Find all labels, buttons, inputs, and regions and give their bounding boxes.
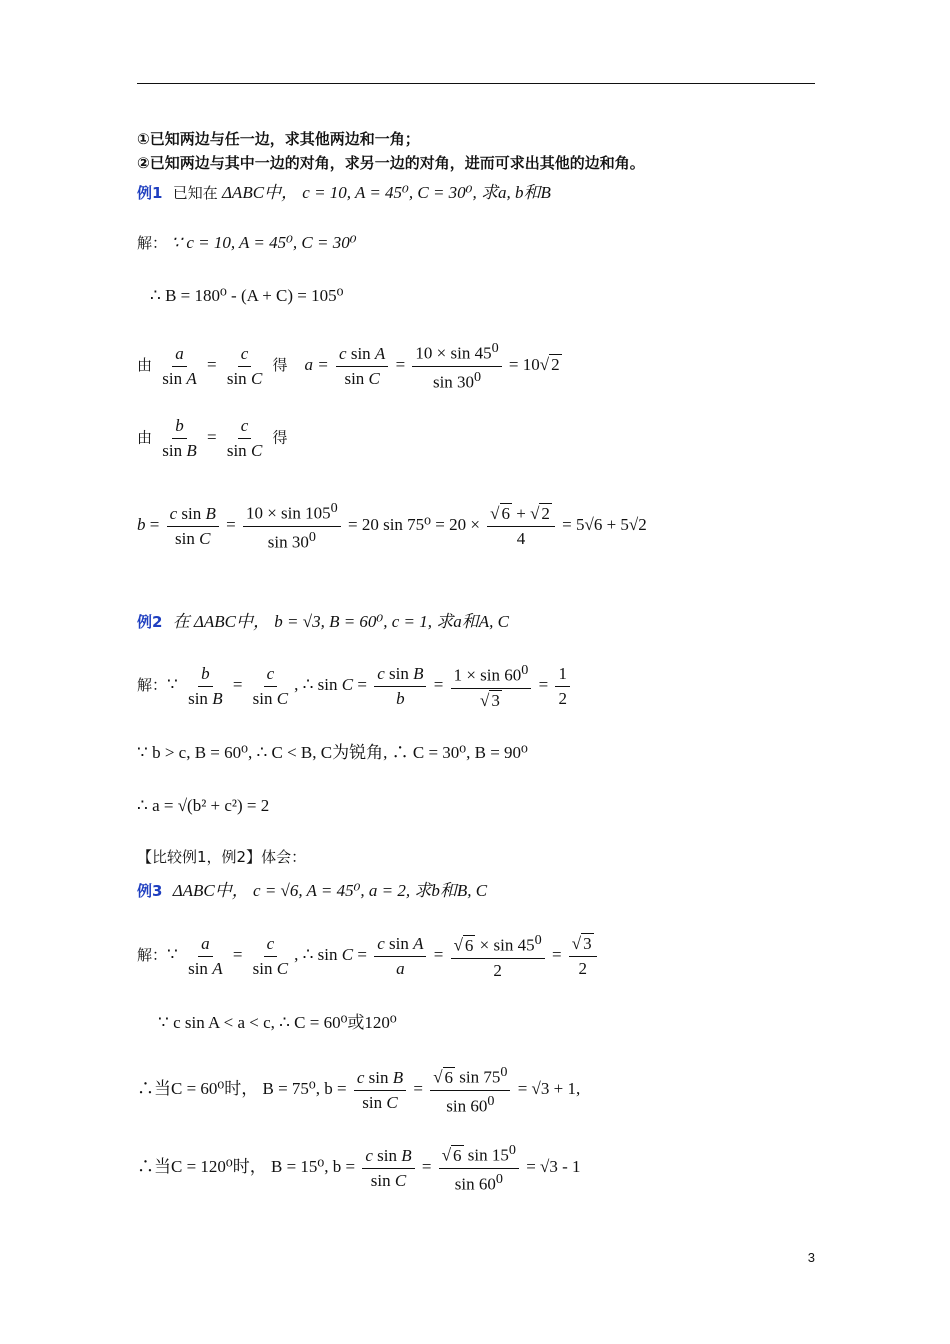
example-2-step-1: 解：∵ $\frac{b}{\text{sin B}}$ = $\frac{c}{\text{sin C}}$ , ∴ sin C = $\frac{\text{c sin B}}{b}$ = $\frac{1 \times \sin 60^0}{√ 3}$ = $\frac{1}{2}$ [137,662,573,711]
method-2: ②已知两边与其中一边的对角，求另一边的对角，进而可求出其他的边和角。 [137,154,645,172]
example-2-step-2: ∵ b > c, B = 60⁰, ∴ C < B, C为锐角, ∴ C = 30⁰, B = 90⁰ [137,743,528,762]
example-1-problem: 例1 已知在 ΔABC中， c = 10, A = 45⁰, C = 30⁰, 求a, b和B [137,183,551,202]
example-1-step-5: b = $\frac{\text{c sin B}}{\text{sin C}}$ = $\frac{10 \times \sin 105^0}{\sin 30^0}$ = 20 sin 75⁰ = 20 × $\frac{√ 6 + √ 2}{4}$ = 5√6 + 5√2 [137,500,647,552]
example-1-step-2: ∴ B = 180⁰ - (A + C) = 105⁰ [150,286,344,305]
example-1-step-4: 由 $\frac{b}{\text{sin B}}$ = $\frac{c}{\text{sin C}}$ 得 [137,416,288,460]
example-1-label: 例1 [137,184,163,202]
example-2-step-3: ∴ a = √(b² + c²) = 2 [137,796,270,815]
method-1: ①已知两边与任一边，求其他两边和一角； [137,130,420,148]
example-3-step-2: ∵ c sin A < a < c, ∴ C = 60⁰或120⁰ [158,1013,397,1032]
example-2-label: 例2 [137,613,163,631]
example-1-step-1: 解： ∵ c = 10, A = 45⁰, C = 30⁰ [137,233,357,252]
example-3-problem: 例3 ΔABC中， c = √6, A = 45⁰, a = 2, 求b和B, C [137,881,488,900]
example-3-step-4: ∴当C = 120⁰时， B = 15⁰, b = $\frac{\text{c sin B}}{\text{sin C}}$ = $\frac{√ 6 \sin 15^0}{\sin 60^0}$ = √3 - 1 [137,1142,581,1194]
example-1-step-3: 由 $\frac{a}{\text{sin A}}$ = $\frac{c}{\text{sin C}}$ 得 a = $\frac{\text{c sin A}}{\text{sin C}}$ = $\frac{10 \times \sin 45^0}{\sin 30^0}$ = 10√ 2 [137,340,560,392]
example-2-problem: 例2 在 ΔABC中， b = √3, B = 60⁰, c = 1, 求a和A, C [137,612,509,631]
page-number: 3 [807,1250,815,1265]
compare-note: 【比较例1，例2】体会： [137,848,307,866]
header-rule [137,83,815,84]
example-3-step-3: ∴当C = 60⁰时， B = 75⁰, b = $\frac{\text{c sin B}}{\text{sin C}}$ = $\frac{√ 6 \sin 75^0}{\sin 60^0}$ = √3 + 1, [137,1064,581,1116]
example-3-step-1: 解：∵ $\frac{a}{\text{sin A}}$ = $\frac{c}{\text{sin C}}$ , ∴ sin C = $\frac{\text{c sin A}}{a}$ = $\frac{√ 6 \times \sin 45^0}{2}$ = $\frac{√ 3}{2}$ [137,932,600,981]
example-3-label: 例3 [137,882,163,900]
